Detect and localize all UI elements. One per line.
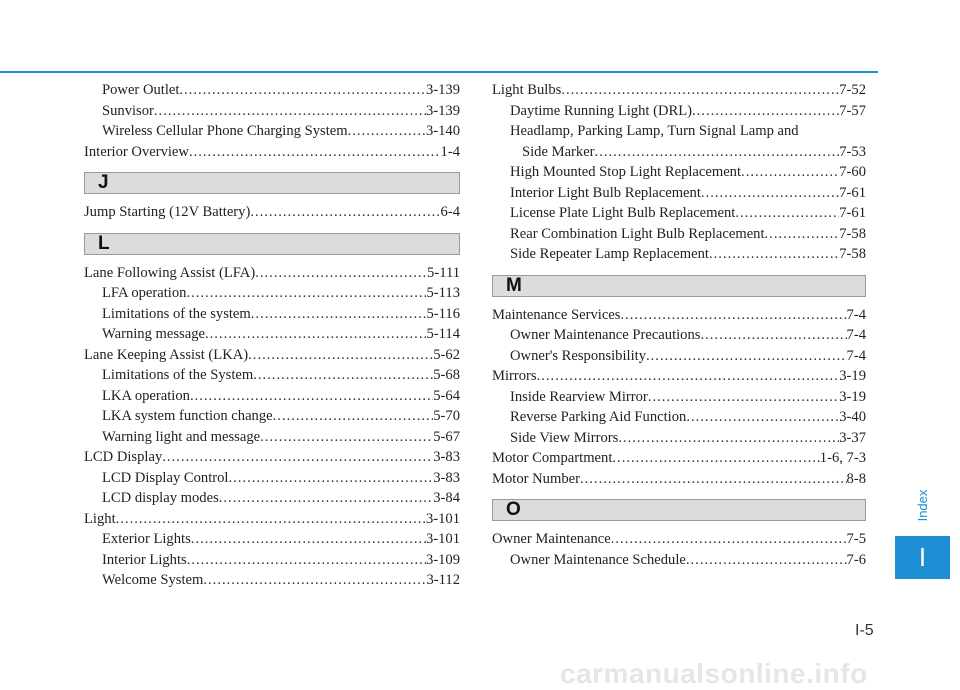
entry-page: 5-64 [433,387,460,404]
entry-title: Sunvisor [102,102,154,119]
dot-leader [116,509,426,530]
dot-leader [700,325,846,346]
entry-title: License Plate Light Bulb Replacement [510,205,736,221]
entry-page: 3-101 [425,510,460,527]
section-header [84,172,460,194]
entry-page: 7-61 [839,184,866,201]
dot-leader [701,183,839,204]
watermark: carmanualsonline.info [560,658,868,689]
entry-title: High Mounted Stop Light Replacement [510,164,742,180]
dot-leader [187,550,426,571]
index-entry [492,80,866,101]
entry-title: Lane Following Assist (LFA) [84,264,256,281]
index-entry [492,142,866,163]
index-entry [492,448,866,469]
index-entry [84,142,460,163]
dot-leader [709,244,839,265]
entry-page: 3-109 [425,551,460,568]
side-tab-letter: I [895,536,950,579]
entry-title: LKA system function change [102,408,273,424]
section-gap [492,489,866,499]
dot-leader [228,468,433,489]
entry-title: Reverse Parking Aid Function [510,409,687,425]
dot-leader [537,366,840,387]
entry-title: LCD Display Control [102,469,229,486]
index-entry [492,387,866,408]
index-entry [492,428,866,449]
entry-page: 7-4 [846,306,866,323]
index-entry [84,468,460,489]
entry-title: Owner's Responsibility [510,347,646,364]
index-entry [84,202,460,223]
entry-page: 7-60 [839,164,866,180]
entry-page: 1-6, 7-3 [819,450,866,466]
entry-page: 3-40 [839,409,866,425]
dot-leader [611,529,847,550]
entry-title: Warning message [102,326,205,342]
index-entry [492,224,866,245]
section-header [492,275,866,297]
dot-leader [186,283,426,304]
index-entry [84,121,460,142]
index-entry [84,101,460,122]
entry-page: 3-37 [839,429,866,446]
entry-title: Interior Lights [102,551,187,568]
entry-page: 7-4 [846,347,866,364]
dot-leader [190,386,433,407]
dot-leader [741,162,839,183]
entry-title: LCD Display [84,449,163,465]
side-tab-label: Index [915,489,930,522]
dot-leader [253,365,433,386]
index-entry [84,345,460,366]
entry-title: Exterior Lights [102,531,191,547]
index-entry [492,366,866,387]
index-entry [84,570,460,591]
dot-leader [179,80,426,101]
dot-leader [273,406,434,427]
entry-page: 3-101 [425,531,460,547]
index-entry [84,283,460,304]
dot-leader [154,101,426,122]
entry-title: Welcome System [102,572,204,588]
index-entry [84,529,460,550]
index-entry [492,305,866,326]
entry-title: Interior Light Bulb Replacement [510,184,701,201]
entry-page: 5-70 [433,408,460,424]
index-entry [84,80,460,101]
dot-leader [686,407,839,428]
entry-title: Warning light and message [102,428,261,445]
dot-leader [260,427,433,448]
entry-page: 6-4 [440,204,460,220]
entry-title: Side Marker [522,143,595,160]
entry-title: Motor Compartment [492,450,613,466]
index-entry [84,406,460,427]
entry-title: Owner Maintenance Precautions [510,327,701,343]
entry-page: 1-4 [440,143,460,160]
index-entry [492,183,866,204]
dot-leader [219,488,433,509]
dot-leader [255,263,427,284]
entry-title: Light [84,510,116,527]
dot-leader [561,80,839,101]
index-entry [84,447,460,468]
index-column-right [492,80,866,570]
entry-page: 3-83 [433,469,460,486]
index-entry [84,263,460,284]
section-letter: O [506,499,521,520]
entry-title: Owner Maintenance Schedule [510,551,686,568]
index-entry [84,324,460,345]
entry-page: 3-19 [839,368,866,384]
entry-title: Side View Mirrors [510,429,619,446]
index-entry [492,162,866,183]
index-entry [492,529,866,550]
entry-page: 5-113 [426,285,460,301]
dot-leader [646,346,847,367]
dot-leader [205,324,427,345]
entry-page: 3-84 [433,490,460,506]
index-entry [492,244,866,265]
dot-leader [735,203,839,224]
entry-page: 3-83 [433,449,460,465]
section-letter: M [506,274,522,296]
section-header [84,233,460,255]
dot-leader [765,224,840,245]
entry-title: LFA operation [102,285,187,301]
dot-leader [248,345,433,366]
entry-title: Jump Starting (12V Battery) [84,204,251,220]
entry-title: Interior Overview [84,143,189,160]
section-letter: L [98,232,110,254]
entry-page: 7-61 [839,205,866,221]
entry-page: 7-6 [846,551,866,568]
index-entry [84,365,460,386]
entry-page: 7-57 [839,102,866,119]
index-entry [84,304,460,325]
entry-page: 7-58 [839,225,866,242]
dot-leader [191,529,426,550]
index-entry [492,550,866,571]
dot-leader [595,142,840,163]
index-entry-continued: Headlamp, Parking Lamp, Turn Signal Lamp and [510,123,799,139]
entry-title: LCD display modes [102,490,219,506]
section-gap [492,265,866,275]
index-entry [84,488,460,509]
index-entry [492,469,866,490]
index-entry [492,101,866,122]
entry-title: Daytime Running Light (DRL) [510,102,692,119]
dot-leader [348,121,426,142]
top-accent-line [0,71,878,73]
entry-page: 7-5 [846,531,866,547]
entry-page: 5-67 [433,428,460,445]
dot-leader [648,387,839,408]
entry-title: Owner Maintenance [492,531,611,547]
entry-title: Mirrors [492,368,537,384]
entry-page: 3-140 [425,123,460,139]
entry-page: 3-139 [425,82,460,98]
entry-page: 3-19 [839,388,866,405]
section-letter: J [98,172,109,193]
dot-leader [189,142,441,163]
entry-title: Rear Combination Light Bulb Replacement [510,225,765,242]
dot-leader [618,428,839,449]
entry-title: LKA operation [102,387,190,404]
entry-page: 7-4 [846,327,866,343]
entry-page: 5-68 [433,367,460,383]
index-entry [84,386,460,407]
dot-leader [203,570,426,591]
index-entry [492,203,866,224]
section-gap [84,223,460,233]
entry-page: 8-8 [846,470,866,487]
index-column-left [84,80,460,591]
entry-page: 5-111 [427,264,460,281]
entry-title: Lane Keeping Assist (LKA) [84,346,249,363]
entry-page: 5-116 [426,305,460,322]
dot-leader [686,550,847,571]
page-number: I-5 [855,622,874,639]
section-header [492,499,866,521]
dot-leader [620,305,846,326]
dot-leader [162,447,433,468]
entry-title: Wireless Cellular Phone Charging System [102,123,348,139]
entry-page: 5-62 [433,346,460,363]
index-entry [492,346,866,367]
entry-title: Limitations of the system [102,305,251,322]
entry-title: Light Bulbs [492,82,562,98]
entry-page: 3-112 [426,572,460,588]
dot-leader [580,469,847,490]
entry-title: Side Repeater Lamp Replacement [510,246,709,262]
dot-leader [250,202,440,223]
index-entry [84,509,460,530]
index-entry [84,427,460,448]
index-entry [492,325,866,346]
entry-title: Motor Number [492,470,580,487]
dot-leader [251,304,427,325]
entry-title: Power Outlet [102,82,180,98]
entry-title: Maintenance Services [492,306,621,323]
entry-page: 3-139 [425,102,460,119]
entry-page: 5-114 [426,326,460,342]
entry-page: 7-58 [839,246,866,262]
entry-page: 7-52 [839,82,866,98]
index-entry [492,407,866,428]
section-gap [84,162,460,172]
index-entry [84,550,460,571]
dot-leader [692,101,839,122]
dot-leader [612,448,819,469]
entry-title: Limitations of the System [102,367,254,383]
entry-page: 7-53 [839,143,866,160]
entry-title: Inside Rearview Mirror [510,388,648,405]
